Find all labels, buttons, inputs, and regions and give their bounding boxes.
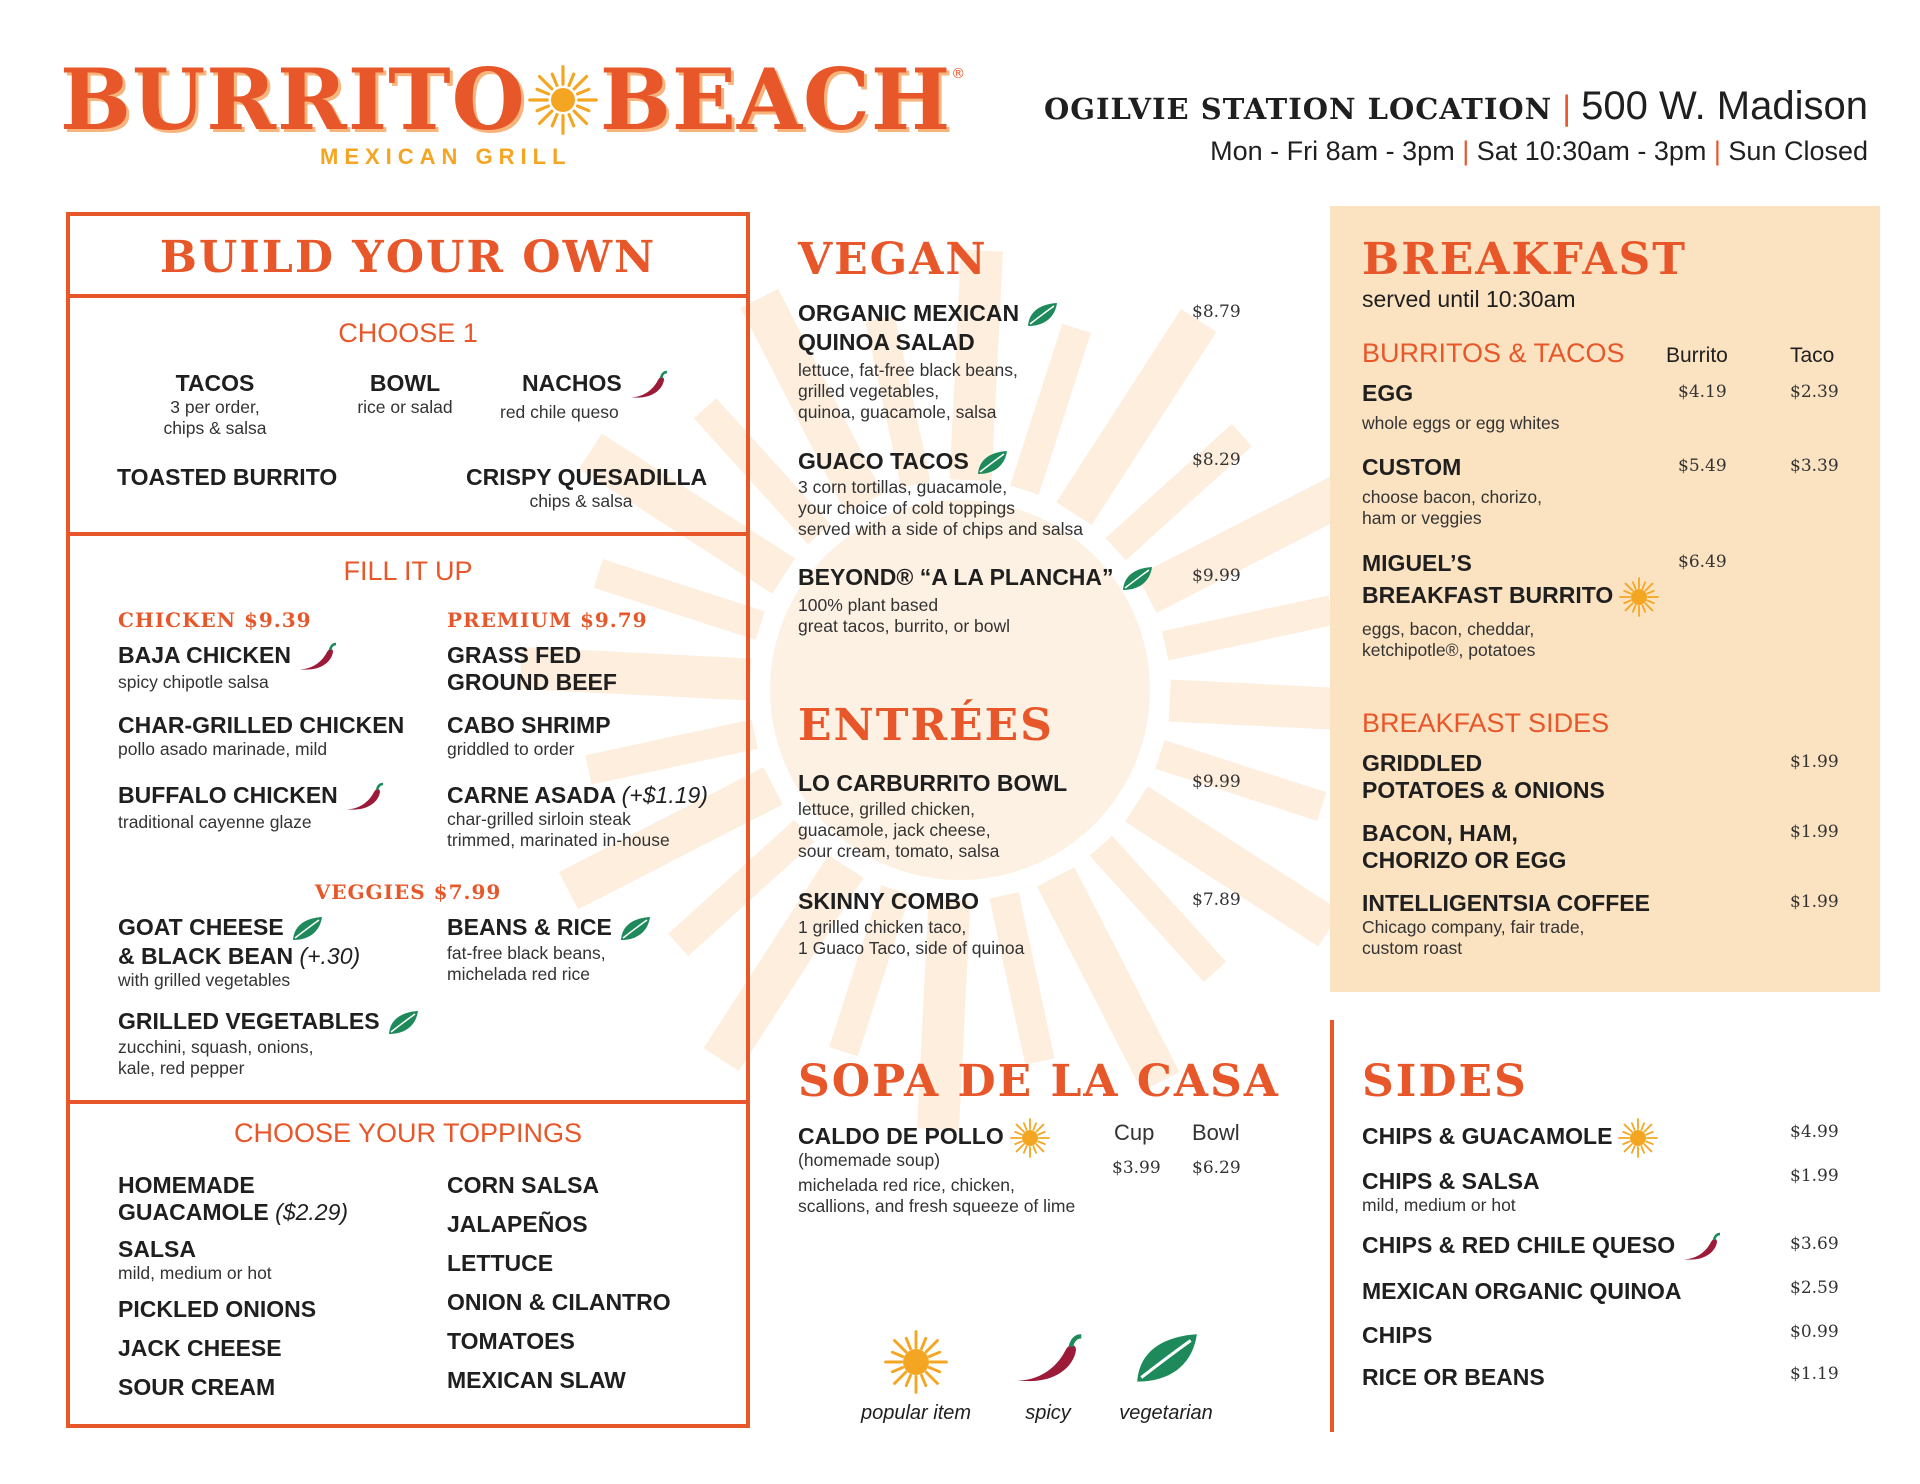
filling-cabo-shrimp (447, 712, 611, 760)
item-desc: chips & salsa (529, 491, 633, 511)
divider (66, 294, 750, 298)
leaf-icon (1025, 301, 1059, 329)
item-desc: 1 Guaco Taco, side of quinoa (798, 938, 1025, 958)
breakfast-served: served until 10:30am (1362, 286, 1576, 312)
item-name: CHIPS & GUACAMOLE (1362, 1123, 1613, 1150)
side-chips-guacamole (1362, 1118, 1658, 1158)
leaf-icon (975, 449, 1009, 477)
hours-saturday: Sat 10:30am - 3pm (1476, 136, 1707, 166)
item-desc: 100% plant based (798, 594, 939, 615)
sun-logo-icon (528, 65, 598, 135)
bowl-price: $6.29 (1192, 1158, 1241, 1178)
chicken-header: CHICKEN $9.39 (118, 608, 312, 632)
topping-item: JALAPEÑOS (447, 1211, 588, 1237)
item-price: $1.99 (1790, 1166, 1839, 1186)
item-desc: pollo asado marinade, mild (118, 739, 328, 759)
item-name: SKINNY COMBO (798, 888, 980, 914)
item-desc: Chicago company, fair trade, (1362, 917, 1585, 937)
bowl-label: Bowl (1192, 1120, 1240, 1145)
brand-name-right: BEACH (599, 50, 952, 149)
legend-label: vegetarian (1119, 1402, 1213, 1424)
item-name: MIGUEL’S (1362, 550, 1472, 576)
item-name: BAJA CHICKEN (118, 642, 291, 669)
item-desc: served with a side of chips and salsa (798, 518, 1084, 539)
toppings-right-column (447, 1172, 671, 1394)
burrito-price: $5.49 (1678, 456, 1727, 476)
item-price: $2.59 (1790, 1278, 1839, 1298)
chile-pepper-icon (1013, 1330, 1083, 1388)
toppings-title: CHOOSE YOUR TOPPINGS (233, 1118, 583, 1148)
chile-pepper-icon (1681, 1232, 1721, 1262)
choice-crispy-quesadilla (466, 464, 708, 512)
chile-pepper-icon (344, 782, 384, 812)
item-price: $0.99 (1790, 1322, 1839, 1342)
item-desc: griddled to order (447, 739, 575, 759)
breakfast-side-potatoes (1362, 750, 1605, 804)
item-desc: your choice of cold toppings (798, 497, 1015, 518)
item-price: $1.99 (1790, 892, 1839, 912)
item-desc: sour cream, tomato, salsa (798, 841, 1000, 861)
menu-item-quinoa-salad (798, 300, 1059, 423)
chile-pepper-icon (297, 642, 337, 672)
topping-item: HOMEMADE (118, 1172, 255, 1198)
chile-pepper-icon (628, 370, 668, 400)
burrito-price: $6.49 (1678, 552, 1727, 572)
item-name: CABO SHRIMP (447, 712, 611, 738)
hours-weekday: Mon - Fri 8am - 3pm (1210, 136, 1455, 166)
taco-price: $3.39 (1790, 456, 1839, 476)
breakfast-custom (1362, 454, 1542, 529)
location-separator: | (1561, 89, 1573, 127)
col-burrito: Burrito (1666, 344, 1728, 367)
item-name: BEANS & RICE (447, 914, 612, 940)
side-chips: CHIPS (1362, 1322, 1433, 1348)
item-name: GRASS FED (447, 642, 582, 668)
item-desc: choose bacon, chorizo, (1362, 487, 1542, 507)
item-price: $1.99 (1790, 752, 1839, 772)
item-desc: eggs, bacon, cheddar, (1362, 619, 1535, 639)
item-name: INTELLIGENTSIA COFFEE (1362, 890, 1650, 916)
hours-divider: | (1713, 136, 1721, 166)
item-desc: great tacos, burrito, or bowl (798, 615, 1011, 636)
item-price: $8.79 (1192, 302, 1241, 322)
filling-buffalo-chicken (118, 782, 384, 833)
choose-title: CHOOSE 1 (338, 318, 478, 348)
breakfast-miguels (1362, 550, 1659, 661)
breakfast-sides-title: BREAKFAST SIDES (1362, 708, 1610, 738)
sun-popular-icon (884, 1330, 948, 1394)
fill-title: FILL IT UP (343, 556, 473, 586)
topping-item: GUACAMOLE (118, 1199, 269, 1225)
cup-price: $3.99 (1112, 1158, 1161, 1178)
divider (66, 532, 750, 536)
legend-popular (850, 1330, 982, 1425)
menu-item-lo-carburrito (798, 770, 1067, 862)
item-price: $7.89 (1192, 890, 1241, 910)
item-price: $1.19 (1790, 1364, 1839, 1384)
trademark: ® (951, 66, 966, 82)
location-name: OGILVIE STATION LOCATION (1043, 92, 1553, 126)
burritos-tacos-title: BURRITOS & TACOS (1362, 338, 1625, 368)
cup-label: Cup (1114, 1120, 1155, 1145)
topping-item: SOUR CREAM (118, 1374, 276, 1400)
topping-item: ONION & CILANTRO (447, 1289, 671, 1315)
item-desc: 3 corn tortillas, guacamole, (798, 476, 1008, 497)
item-name: CHAR-GRILLED CHICKEN (118, 712, 405, 738)
filling-baja-chicken (118, 642, 337, 693)
item-desc: mild, medium or hot (1362, 1195, 1516, 1215)
item-name: CARNE ASADA (447, 782, 616, 808)
item-desc: 3 per order, (170, 397, 260, 417)
build-title: BUILD YOUR OWN (159, 232, 657, 283)
legend-vegetarian (1106, 1330, 1226, 1425)
legend-label: popular item (860, 1402, 972, 1424)
topping-item: CORN SALSA (447, 1172, 600, 1198)
item-price: $1.99 (1790, 822, 1839, 842)
item-name: CRISPY QUESADILLA (466, 464, 708, 490)
item-name: BUFFALO CHICKEN (118, 782, 338, 809)
item-name: LO CARBURRITO BOWL (798, 770, 1068, 796)
breakfast-egg (1362, 380, 1559, 434)
location-address: 500 W. Madison (1581, 84, 1868, 128)
menu-item-caldo-de-pollo (798, 1118, 1075, 1217)
hours-divider: | (1462, 136, 1470, 166)
item-desc: lettuce, fat-free black beans, (798, 359, 1018, 380)
item-name: CALDO DE POLLO (798, 1123, 1004, 1150)
sopa-title: SOPA DE LA CASA (798, 1056, 1280, 1107)
leaf-icon (290, 915, 324, 943)
item-desc: trimmed, marinated in-house (447, 830, 670, 850)
item-name: BOWL (369, 370, 441, 396)
item-name: TACOS (175, 370, 255, 396)
item-desc: zucchini, squash, onions, (118, 1036, 314, 1057)
vegan-title: VEGAN (798, 234, 988, 285)
item-desc: red chile queso (500, 402, 619, 422)
item-name: BACON, HAM, (1362, 820, 1518, 846)
item-desc: quinoa, guacamole, salsa (798, 401, 997, 422)
filling-char-grilled-chicken (118, 712, 404, 760)
item-price: $3.69 (1790, 1234, 1839, 1254)
menu-item-guaco-tacos (798, 448, 1083, 540)
choice-nachos (500, 370, 668, 423)
veggies-header: VEGGIES $7.99 (314, 880, 502, 904)
item-name: ORGANIC MEXICAN (798, 300, 1020, 326)
brand-name-left: BURRITO (60, 50, 526, 149)
item-name: CHIPS & RED CHILE QUESO (1362, 1232, 1676, 1259)
sides-divider (1330, 1020, 1334, 1432)
item-desc: spicy chipotle salsa (118, 672, 269, 692)
item-name: GUACO TACOS (798, 448, 969, 474)
item-price: $9.99 (1192, 772, 1241, 792)
item-price: $4.99 (1790, 1122, 1839, 1142)
legend-spicy (1008, 1330, 1088, 1425)
item-name: GROUND BEEF (447, 669, 617, 695)
item-desc: lettuce, grilled chicken, (798, 799, 976, 819)
premium-header: PREMIUM $9.79 (447, 608, 648, 632)
sun-popular-icon (1010, 1118, 1050, 1158)
item-note: (homemade soup) (798, 1150, 941, 1170)
leaf-icon (1120, 565, 1154, 593)
brand-tagline: MEXICAN GRILL (320, 144, 572, 169)
legend-label: spicy (1025, 1402, 1071, 1424)
brand-logo (60, 50, 966, 170)
location-hours (1210, 136, 1868, 167)
item-desc: with grilled vegetables (118, 969, 291, 990)
breakfast-title: BREAKFAST (1362, 234, 1687, 285)
entrees-title: ENTRÉES (798, 700, 1054, 751)
item-name: BREAKFAST BURRITO (1362, 582, 1614, 609)
item-name: POTATOES & ONIONS (1362, 777, 1605, 803)
item-name: & BLACK BEAN (118, 942, 294, 969)
item-desc: fat-free black beans, (447, 942, 606, 963)
item-desc: whole eggs or egg whites (1362, 413, 1560, 433)
sun-popular-icon (1618, 1118, 1658, 1158)
side-rice-beans: RICE OR BEANS (1362, 1364, 1545, 1390)
item-desc: ham or veggies (1362, 508, 1482, 528)
item-name: CHIPS & SALSA (1362, 1168, 1540, 1194)
toppings-left-column (118, 1172, 348, 1401)
location-header (1044, 84, 1868, 129)
side-quinoa: MEXICAN ORGANIC QUINOA (1362, 1278, 1682, 1304)
topping-item: PICKLED ONIONS (118, 1296, 317, 1322)
item-name: GOAT CHEESE (118, 914, 284, 940)
item-desc: rice or salad (357, 397, 453, 417)
item-desc: chips & salsa (163, 418, 267, 438)
item-name: NACHOS (522, 370, 622, 397)
filling-grass-fed-beef (447, 642, 617, 696)
item-desc: custom roast (1362, 938, 1463, 958)
item-name: CUSTOM (1362, 454, 1462, 480)
item-desc: grilled vegetables, (798, 380, 940, 401)
item-extra: (+$1.19) (621, 782, 708, 808)
item-name: QUINOA SALAD (798, 328, 975, 355)
item-desc: ketchipotle®, potatoes (1362, 640, 1536, 660)
item-desc: 1 grilled chicken taco, (798, 917, 967, 937)
item-desc: traditional cayenne glaze (118, 812, 312, 832)
sides-title: SIDES (1362, 1056, 1528, 1107)
burrito-price: $4.19 (1678, 382, 1727, 402)
leaf-icon (1131, 1330, 1201, 1388)
topping-item: MEXICAN SLAW (447, 1367, 626, 1393)
leaf-icon (386, 1009, 420, 1037)
leaf-icon (618, 915, 652, 943)
filling-beans-rice (447, 914, 652, 985)
sun-popular-icon (1619, 577, 1659, 617)
item-desc: michelada red rice (447, 963, 590, 984)
choice-tacos (140, 370, 290, 439)
topping-item: LETTUCE (447, 1250, 554, 1276)
breakfast-side-bacon (1362, 820, 1566, 874)
hours-sunday: Sun Closed (1728, 136, 1868, 166)
divider (66, 1100, 750, 1104)
col-taco: Taco (1790, 344, 1835, 367)
breakfast-side-coffee (1362, 890, 1650, 959)
item-extra: (+.30) (299, 942, 361, 969)
item-desc: char-grilled sirloin steak (447, 809, 631, 829)
choice-bowl (340, 370, 470, 418)
filling-carne-asada (447, 782, 708, 851)
item-name: GRILLED VEGETABLES (118, 1008, 380, 1034)
item-price: $8.29 (1192, 450, 1241, 470)
item-name: EGG (1362, 380, 1414, 406)
topping-item: SALSA (118, 1236, 196, 1262)
item-name: GRIDDLED (1362, 750, 1483, 776)
menu-item-skinny-combo (798, 888, 1024, 959)
topping-item: TOMATOES (447, 1328, 575, 1354)
item-desc: kale, red pepper (118, 1057, 245, 1078)
item-desc: guacamole, jack cheese, (798, 820, 991, 840)
topping-extra: ($2.29) (275, 1199, 349, 1225)
menu-item-beyond (798, 564, 1154, 637)
item-name: CHORIZO OR EGG (1362, 847, 1567, 873)
topping-desc: mild, medium or hot (118, 1263, 272, 1283)
item-desc: michelada red rice, chicken, (798, 1175, 1015, 1195)
side-chips-salsa (1362, 1168, 1540, 1216)
topping-item: JACK CHEESE (118, 1335, 282, 1361)
item-price: $9.99 (1192, 566, 1241, 586)
choice-toasted-burrito: TOASTED BURRITO (117, 464, 338, 490)
item-desc: scallions, and fresh squeeze of lime (798, 1196, 1076, 1216)
filling-goat-cheese (118, 914, 360, 991)
taco-price: $2.39 (1790, 382, 1839, 402)
filling-grilled-vegetables (118, 1008, 420, 1079)
side-chips-queso (1362, 1232, 1721, 1262)
item-name: BEYOND® “A LA PLANCHA” (798, 564, 1114, 590)
